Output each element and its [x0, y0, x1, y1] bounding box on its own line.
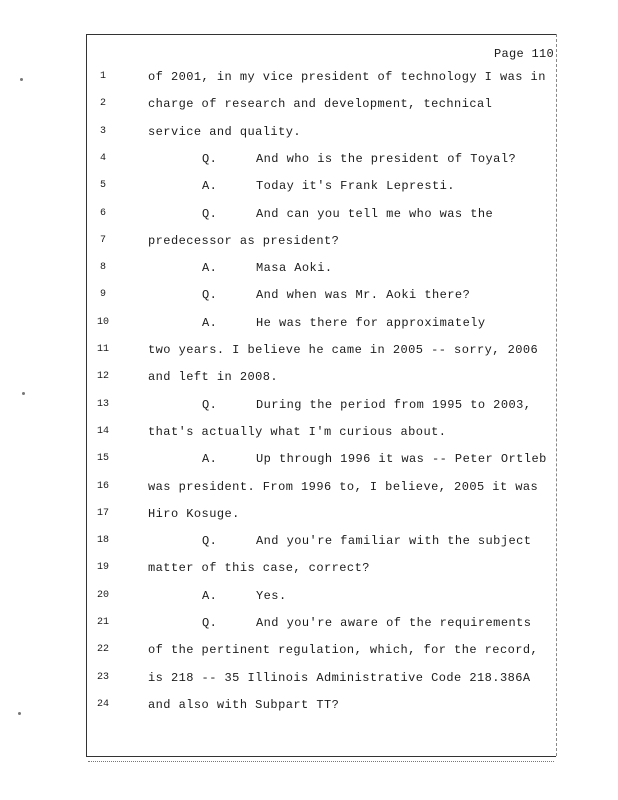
speaker-mark: Q.: [202, 616, 218, 630]
line-text: [202, 177, 455, 195]
transcript-line: [0, 614, 618, 632]
scan-speck: [18, 712, 21, 715]
line-text: [148, 423, 446, 441]
transcript-line: [0, 587, 618, 605]
line-text: [148, 232, 339, 250]
line-number: 9: [99, 289, 106, 301]
testimony-text: matter of this case, correct?: [148, 561, 370, 576]
line-number: 4: [99, 152, 106, 164]
transcript-line: [0, 341, 618, 359]
line-text: [202, 532, 531, 550]
transcript-line: [0, 559, 618, 577]
transcript-line: [0, 123, 618, 141]
line-text: [148, 95, 492, 113]
line-number: 20: [96, 589, 109, 601]
testimony-text: Today it's Frank Lepresti.: [256, 179, 455, 194]
line-text: [202, 614, 531, 632]
testimony-text: is 218 -- 35 Illinois Administrative Code 218.386A: [148, 670, 531, 685]
line-text: [202, 150, 516, 168]
bottom-border-rule: [86, 756, 556, 757]
testimony-text: And you're familiar with the subject: [256, 534, 532, 549]
line-number: 18: [96, 535, 109, 547]
line-text: [202, 286, 470, 304]
transcript-line: [0, 505, 618, 523]
testimony-text: Yes.: [256, 588, 287, 603]
transcript-line: [0, 314, 618, 332]
line-number: 19: [96, 562, 109, 574]
line-text: [148, 368, 278, 386]
line-number: 2: [99, 98, 106, 110]
testimony-text: Up through 1996 it was -- Peter Ortleb: [256, 452, 547, 467]
transcript-line: [0, 696, 618, 714]
testimony-text: During the period from 1995 to 2003,: [256, 397, 532, 412]
transcript-line: [0, 368, 618, 386]
line-number: 17: [96, 507, 109, 519]
line-number: 21: [96, 617, 109, 628]
line-number: 11: [96, 344, 109, 355]
line-text: [202, 314, 486, 332]
transcript-line: [0, 205, 618, 223]
line-number: 22: [96, 644, 109, 656]
transcript-line: [0, 232, 618, 250]
transcript-line: [0, 423, 618, 441]
line-number: 16: [96, 480, 109, 492]
scan-speck: [22, 392, 25, 395]
line-text: [148, 68, 546, 86]
speaker-mark: A.: [202, 588, 218, 603]
transcript-line: [0, 177, 618, 195]
transcript-line: [0, 641, 618, 659]
testimony-text: Masa Aoki.: [256, 261, 333, 276]
speaker-mark: A.: [202, 315, 218, 330]
line-number: 8: [99, 262, 106, 274]
line-text: [202, 450, 547, 468]
line-number: 23: [96, 671, 109, 683]
transcript-line: [0, 95, 618, 113]
testimony-text: of the pertinent regulation, which, for the record,: [148, 643, 539, 658]
line-text: [148, 505, 240, 523]
line-text: [202, 205, 493, 223]
line-text: [202, 259, 333, 277]
testimony-text: of 2001, in my vice president of technology I was in: [148, 70, 546, 84]
testimony-text: was president. From 1996 to, I believe, 2005 it was: [148, 479, 539, 494]
transcript-line: [0, 450, 618, 468]
transcript-line: [0, 396, 618, 414]
transcript-line: [0, 286, 618, 304]
speaker-mark: Q.: [202, 397, 218, 412]
line-number: 3: [99, 125, 106, 137]
testimony-text: two years. I believe he came in 2005 -- sorry, 2006: [148, 343, 539, 357]
testimony-text: And who is the president of Toyal?: [256, 151, 517, 166]
line-text: [148, 341, 538, 359]
line-number: 7: [99, 234, 106, 246]
line-number: 6: [99, 207, 106, 219]
testimony-text: that's actually what I'm curious about.: [148, 424, 447, 439]
speaker-mark: Q.: [202, 534, 218, 549]
testimony-text: And you're aware of the requirements: [256, 616, 532, 630]
line-number: 13: [96, 398, 109, 410]
transcript-line: [0, 259, 618, 277]
transcript-line: [0, 478, 618, 496]
line-number: 1: [99, 71, 106, 82]
line-number: 5: [99, 180, 106, 192]
speaker-mark: Q.: [202, 151, 218, 166]
line-text: [148, 123, 301, 141]
line-text: [148, 696, 339, 714]
page-number: Page 110: [494, 47, 555, 61]
footer-scan-line: [88, 761, 554, 764]
line-number: 10: [96, 316, 109, 328]
testimony-text: predecessor as president?: [148, 233, 340, 248]
speaker-mark: Q.: [202, 288, 218, 303]
testimony-text: charge of research and development, technical: [148, 97, 493, 112]
scan-speck: [20, 78, 23, 81]
line-text: [148, 478, 538, 496]
testimony-text: And when was Mr. Aoki there?: [256, 288, 471, 303]
speaker-mark: Q.: [202, 206, 218, 221]
transcript-line: [0, 68, 618, 86]
line-number: 15: [96, 453, 109, 465]
speaker-mark: A.: [202, 179, 218, 194]
testimony-text: He was there for approximately: [256, 315, 486, 330]
transcript-line: [0, 150, 618, 168]
speaker-mark: A.: [202, 452, 218, 467]
testimony-text: Hiro Kosuge.: [148, 506, 240, 521]
speaker-mark: A.: [202, 261, 218, 276]
line-number: 14: [96, 425, 109, 437]
line-number: 12: [96, 371, 109, 383]
testimony-text: and also with Subpart TT?: [148, 697, 340, 712]
transcript-line: [0, 669, 618, 687]
testimony-text: And can you tell me who was the: [256, 206, 494, 221]
line-text: [148, 559, 370, 577]
line-text: [148, 641, 538, 659]
line-text: [202, 396, 531, 414]
top-border-rule: [86, 34, 556, 35]
line-number: 24: [96, 698, 109, 710]
line-text: [202, 587, 287, 605]
testimony-text: and left in 2008.: [148, 370, 279, 385]
testimony-text: service and quality.: [148, 124, 302, 139]
line-text: [148, 669, 531, 687]
transcript-line: [0, 532, 618, 550]
